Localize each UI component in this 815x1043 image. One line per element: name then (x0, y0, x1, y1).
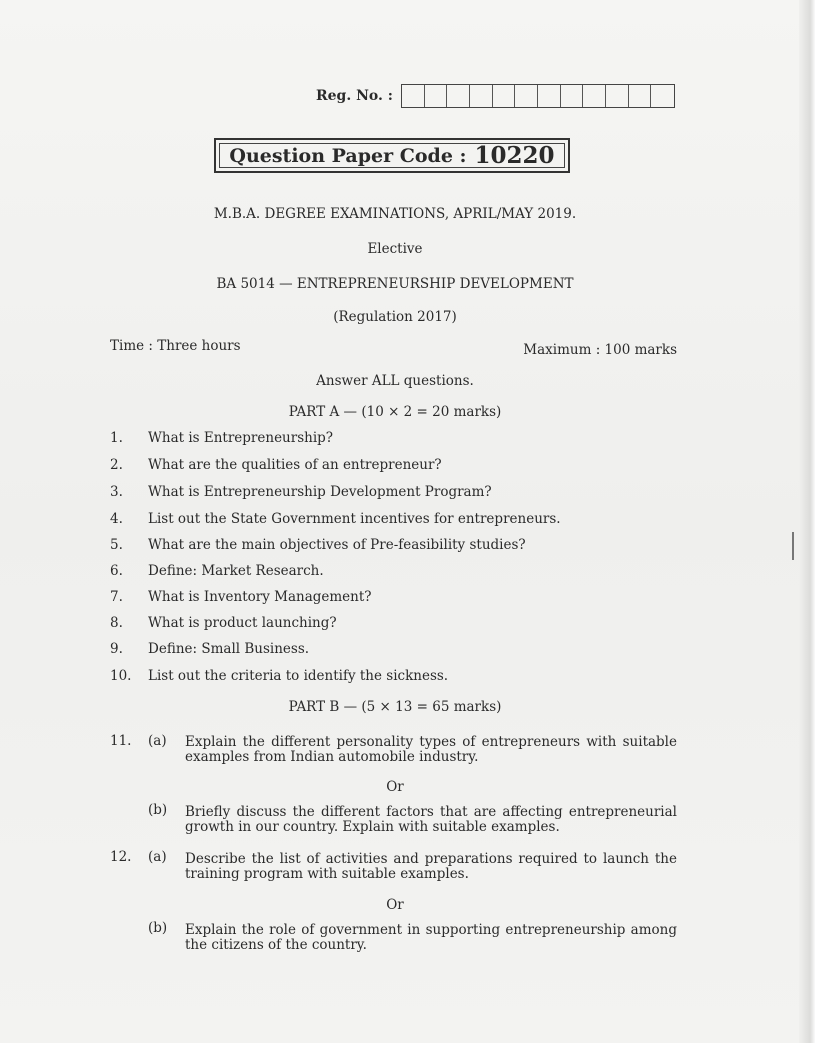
option-text: Explain the different personality types of entrepreneurs with suitable examples from Indian automobile industry. (185, 734, 677, 765)
question-number: 6. (110, 563, 123, 579)
reg-number-digit-box (583, 85, 606, 107)
question-number: 9. (110, 641, 123, 657)
question-text: What are the main objectives of Pre-feasibility studies? (148, 537, 526, 553)
question-text: Define: Market Research. (148, 563, 324, 579)
question-text: Define: Small Business. (148, 641, 310, 657)
option-label: (b) (148, 920, 168, 936)
reg-number-digit-box (425, 85, 448, 107)
question-text: What is Inventory Management? (148, 589, 372, 605)
question-number: 7. (110, 589, 123, 605)
reg-number-boxes (401, 84, 675, 108)
exam-category: Elective (367, 241, 423, 257)
question-number: 4. (110, 511, 123, 527)
instruction: Answer ALL questions. (316, 373, 474, 389)
or-separator: Or (386, 779, 404, 795)
question-text: What is product launching? (148, 615, 337, 631)
reg-number-digit-box (447, 85, 470, 107)
exam-duration: Time : Three hours (110, 338, 241, 354)
question-text: List out the State Government incentives for entrepreneurs. (148, 511, 561, 527)
exam-title: M.B.A. DEGREE EXAMINATIONS, APRIL/MAY 2019. (213, 206, 577, 222)
reg-number-digit-box (493, 85, 516, 107)
question-paper-code-box (214, 138, 570, 173)
scan-mark (792, 532, 794, 560)
question-text: What is Entrepreneurship? (148, 430, 334, 446)
reg-number-digit-box (538, 85, 561, 107)
course-title: BA 5014 — ENTREPRENEURSHIP DEVELOPMENT (216, 276, 574, 292)
reg-number-digit-box (470, 85, 493, 107)
part-a-heading: PART A — (10 × 2 = 20 marks) (288, 404, 502, 420)
question-text: List out the criteria to identify the sickness. (148, 668, 449, 684)
reg-number-digit-box (561, 85, 584, 107)
paper-edge-shadow (799, 0, 815, 1043)
or-separator: Or (386, 897, 404, 913)
question-number: 5. (110, 537, 123, 553)
question-number: 12. (110, 849, 132, 865)
question-text: What is Entrepreneurship Development Program? (148, 484, 492, 500)
reg-number-field (316, 84, 675, 108)
reg-number-digit-box (402, 85, 425, 107)
reg-number-digit-box (606, 85, 629, 107)
option-text: Explain the role of government in supporting entrepreneurship among the citizens of the country. (185, 922, 677, 953)
option-text: Briefly discuss the different factors that are affecting entrepreneurial growth in our country. Explain with suitable examples. (185, 804, 677, 835)
question-number: 8. (110, 615, 123, 631)
question-paper-code-label: Question Paper Code : (229, 144, 467, 167)
question-number: 10. (110, 668, 132, 684)
option-label: (b) (148, 802, 168, 818)
question-number: 2. (110, 457, 123, 473)
question-paper-code-inner (219, 143, 565, 168)
regulation: (Regulation 2017) (333, 309, 457, 325)
option-text: Describe the list of activities and preparations required to launch the training program with suitable examples. (185, 851, 677, 882)
part-b-heading: PART B — (5 × 13 = 65 marks) (288, 699, 502, 715)
question-number: 11. (110, 733, 132, 749)
option-label: (a) (148, 733, 167, 749)
option-label: (a) (148, 849, 167, 865)
reg-number-digit-box (515, 85, 538, 107)
question-number: 3. (110, 484, 123, 500)
reg-number-label: Reg. No. : (316, 88, 393, 104)
question-text: What are the qualities of an entrepreneur? (148, 457, 442, 473)
reg-number-digit-box (629, 85, 652, 107)
max-marks: Maximum : 100 marks (523, 342, 677, 358)
question-number: 1. (110, 430, 123, 446)
question-paper-code-value: 10220 (474, 142, 555, 169)
reg-number-digit-box (651, 85, 674, 107)
